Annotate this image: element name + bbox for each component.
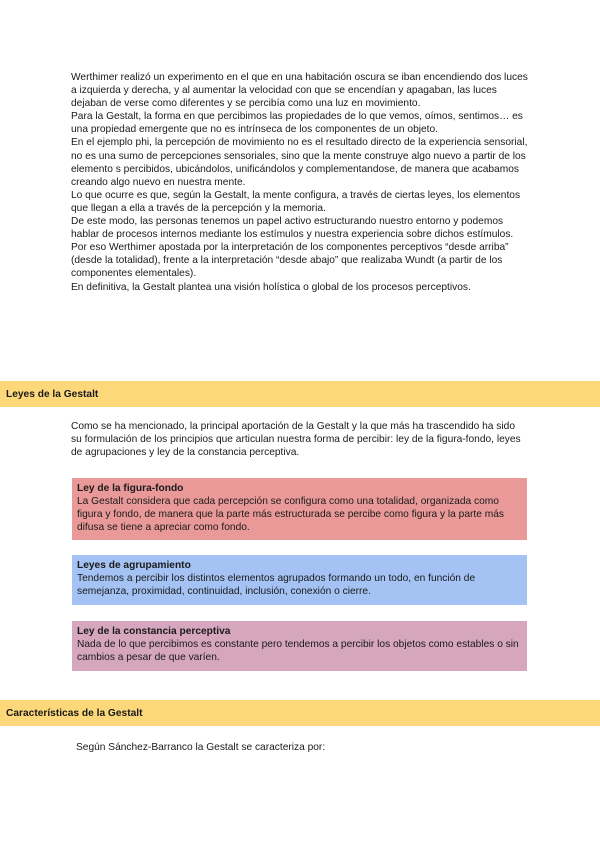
intro-paragraph: Werthimer realizó un experimento en el que en una habitación oscura se iban encendiendo dos luces a izquierda y derecha, y al aumentar la velocidad con que se encendían y apagaban, las luces dejaban de verse como diferentes y se percibía como una luz en movimiento. [71,72,528,110]
intro-paragraph: En el ejemplo phi, la percepción de movimiento no es el resultado directo de la experiencia sensorial, no es una sumo de percepciones sensoriales, sino que la mente construye algo nuevo a partir de los elemento s percibidos, ubicándolos, unificándolos y complementandose, de manera que acabamos creando algo nuevo en nuestra mente. [71,137,528,188]
law-box-constancia [72,621,527,671]
intro-paragraph: En definitiva, la Gestalt plantea una visión holística o global de los procesos perceptivos. [71,281,471,293]
section-intro: Como se ha mencionado, la principal aportación de la Gestalt y la que más ha trascendido ha sido su formulación de los principios que articulan nuestra forma de percibir: ley de la figura-fondo, leyes de agrupaciones y ley de la constancia perceptiva. [71,421,521,459]
law-box-figura-fondo [72,478,527,540]
law-title: Leyes de agrupamiento [77,560,191,571]
intro-paragraph: Para la Gestalt, la forma en que percibimos las propiedades de lo que vemos, oímos, sentimos… es una propiedad emergente que no es intrínseca de los componentes de un objeto. [71,111,523,136]
section-title: Leyes de la Gestalt [6,388,99,400]
law-title: Ley de la constancia perceptiva [77,626,231,637]
section-header-leyes [0,381,600,407]
section-title: Características de la Gestalt [6,707,143,719]
section-header-caracteristicas [0,700,600,726]
intro-text [71,71,529,294]
intro-paragraph: De este modo, las personas tenemos un papel activo estructurando nuestro entorno y podemos hablar de procesos internos mediante los estímulos y nuestra experiencia sobre dichos estímulos. [71,216,514,241]
section-intro: Según Sánchez-Barranco la Gestalt se caracteriza por: [76,742,326,753]
intro-paragraph: Lo que ocurre es que, según la Gestalt, la mente configura, a través de ciertas leyes, los elementos que llegan a ella a través de la percepción y la memoria. [71,189,521,214]
law-text: Nada de lo que percibimos es constante pero tendemos a percibir los objetos como estables o sin cambios a pesar de que varíen. [77,639,519,664]
law-text: Tendemos a percibir los distintos elementos agrupados formando un todo, en función de semejanza, proximidad, continuidad, inclusión, conexión o cierre. [77,573,476,598]
law-text: La Gestalt considera que cada percepción se configura como una totalidad, organizada como figura y fondo, de manera que la parte más estructurada se percibe como figura y la parte más difusa se tiene a apreciar como fondo. [77,496,504,534]
intro-paragraph: Por eso Werthimer apostada por la interpretación de los componentes perceptivos “desde arriba” (desde la totalidad), frente a la interpretación “desde abajo” que realizaba Wundt (a partir de los componentes elementales). [71,242,509,280]
law-title: Ley de la figura-fondo [77,483,184,494]
law-box-agrupamiento [72,555,527,605]
